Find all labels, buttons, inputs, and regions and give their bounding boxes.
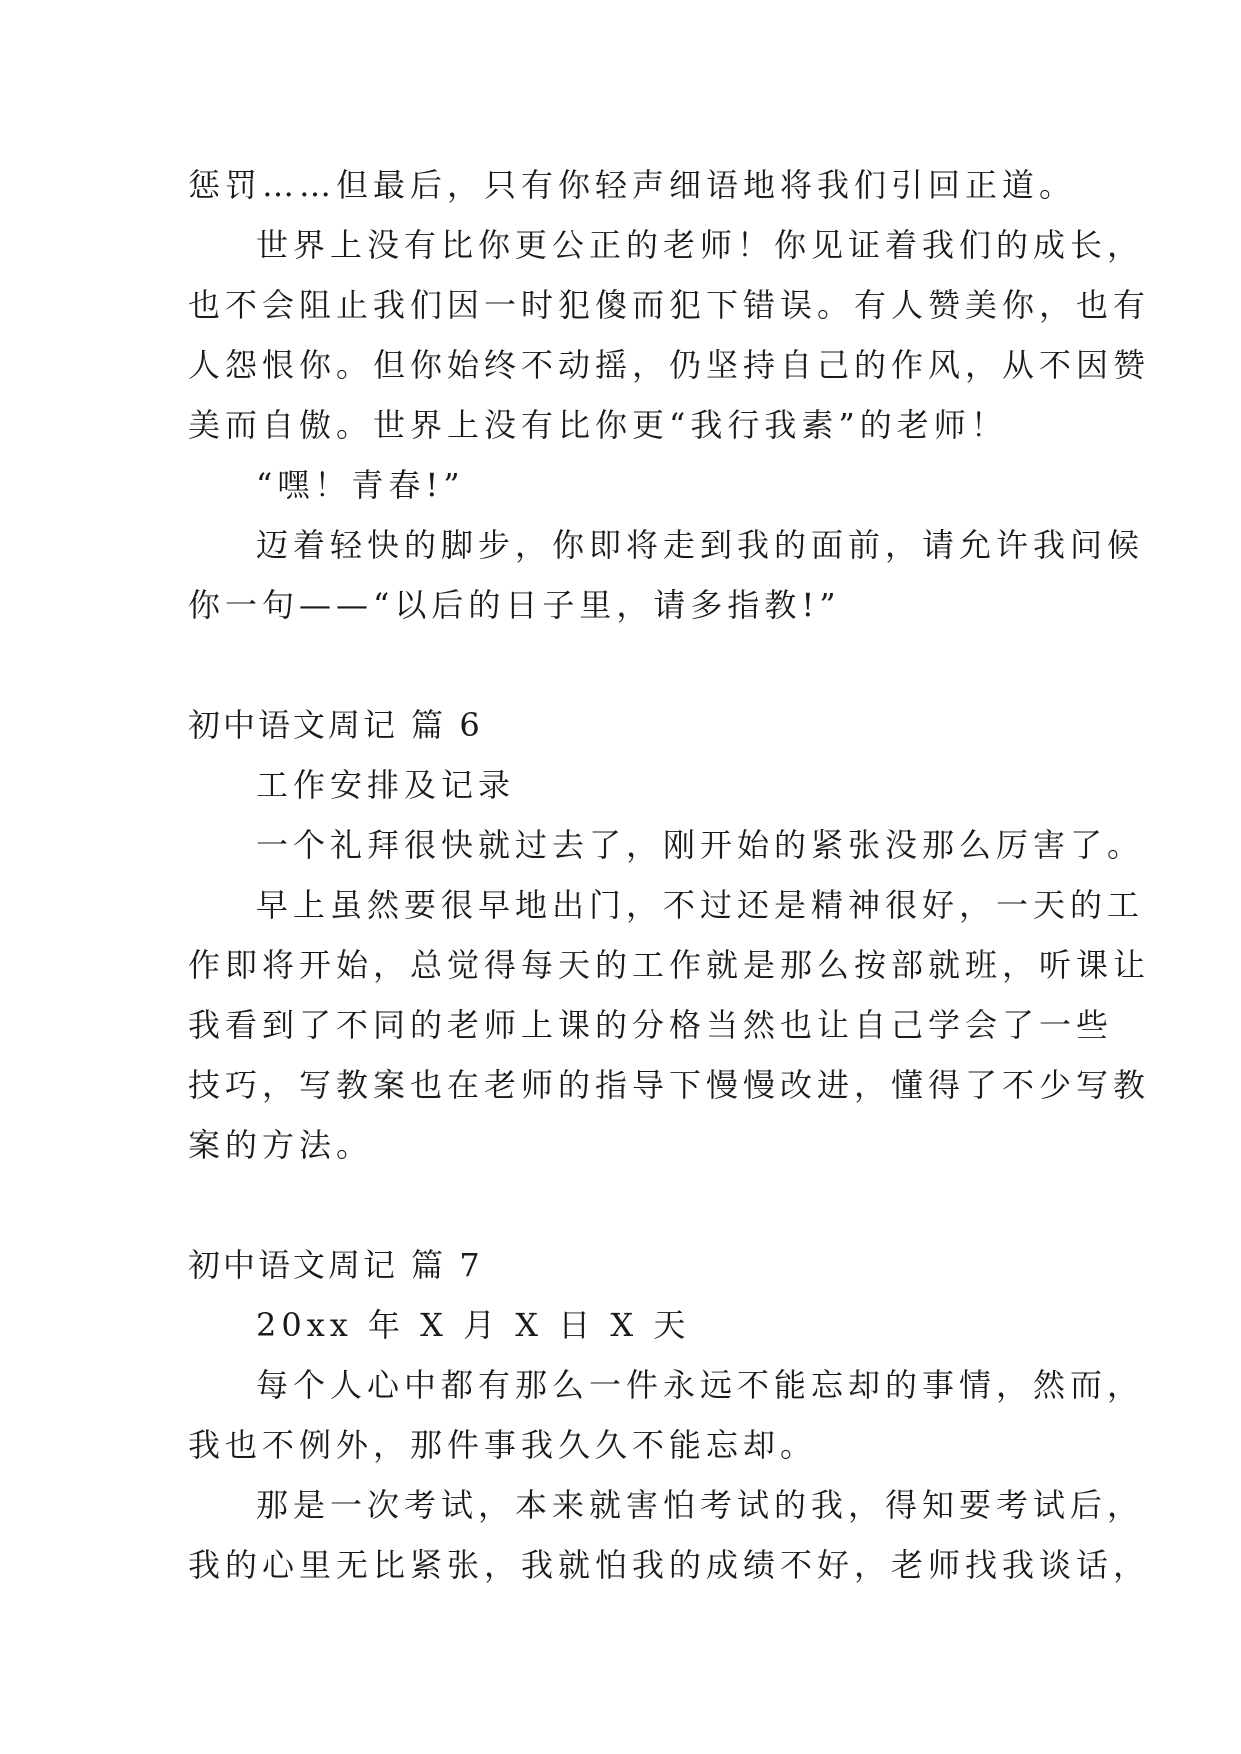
date-line: 20xx 年 X 月 X 日 X 天 — [256, 1306, 691, 1344]
section-heading: 初中语文周记 篇 6 — [188, 706, 483, 744]
section-gap — [188, 635, 1068, 695]
paragraph-line: 早上虽然要很早地出门，不过还是精神很好，一天的工 — [256, 886, 1145, 924]
paragraph-line: 作即将开始，总觉得每天的工作就是那么按部就班，听课让 — [188, 946, 1151, 984]
paragraph-line: 你一句——“以后的日子里，请多指教!” — [188, 586, 841, 624]
paragraph-line: 每个人心中都有那么一件永远不能忘却的事情，然而， — [256, 1366, 1145, 1404]
paragraph-line: 我也不例外，那件事我久久不能忘却。 — [188, 1426, 818, 1464]
section-gap — [188, 1175, 1068, 1235]
paragraph-line: “嘿！青春!” — [256, 466, 465, 504]
paragraph-line: 那是一次考试，本来就害怕考试的我，得知要考试后， — [256, 1486, 1145, 1524]
section-heading: 初中语文周记 篇 7 — [188, 1246, 483, 1284]
paragraph-line: 我看到了不同的老师上课的分格当然也让自己学会了一些 — [188, 1006, 1114, 1044]
section-subtitle: 工作安排及记录 — [256, 766, 516, 804]
paragraph-line: 美而自傲。世界上没有比你更“我行我素”的老师！ — [188, 406, 1008, 444]
paragraph-line: 案的方法。 — [188, 1126, 374, 1164]
paragraph-line: 迈着轻快的脚步，你即将走到我的面前，请允许我问候 — [256, 526, 1145, 564]
paragraph-line: 惩罚……但最后，只有你轻声细语地将我们引回正道。 — [188, 166, 1077, 204]
document-page — [188, 155, 1151, 1595]
paragraph-line: 人怨恨你。但你始终不动摇，仍坚持自己的作风，从不因赞 — [188, 346, 1151, 384]
paragraph-line: 也不会阻止我们因一时犯傻而犯下错误。有人赞美你，也有 — [188, 286, 1151, 324]
paragraph-line: 我的心里无比紧张，我就怕我的成绩不好，老师找我谈话， — [188, 1546, 1151, 1584]
paragraph-line: 世界上没有比你更公正的老师！你见证着我们的成长， — [256, 226, 1145, 264]
paragraph-line: 技巧，写教案也在老师的指导下慢慢改进，懂得了不少写教 — [188, 1066, 1151, 1104]
paragraph-line: 一个礼拜很快就过去了，刚开始的紧张没那么厉害了。 — [256, 826, 1145, 864]
